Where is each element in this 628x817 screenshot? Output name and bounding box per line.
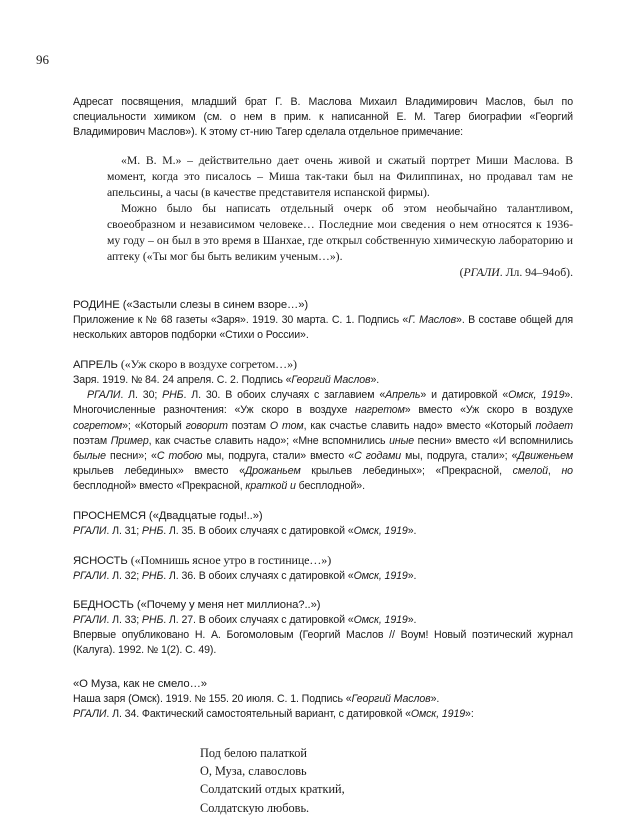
variant-text: » и датировкой « [420, 389, 509, 402]
intro-paragraph: Адресат посвящения, младший брат Г. В. Маслова Михаил Владимирович Маслов, был по специальности химиком (см. о нем в прим. к написанной Е. М. Тагер биографии «Георгий Владимирович Маслов»). К этому ст-нию Тагер сделала отдельное примечание: [73, 96, 573, 139]
italic-variant: Дрожаньем [244, 465, 301, 478]
entry-text-part: . Л. 27. В обоих случаях с датировкой « [163, 614, 354, 627]
variant-text: песни»; « [105, 450, 157, 463]
variant-text: , как счастье славить надо»; «Мне вспомнились [148, 434, 390, 447]
entry-text-part: ». В составе общей для нескольких авторов подборки «Стихи о России». [73, 313, 574, 341]
archive-ref: РГАЛИ [73, 707, 107, 720]
entry-muza [73, 676, 573, 722]
entry-text [73, 313, 573, 343]
entry-text [73, 373, 573, 388]
italic-variant: Движеньем [517, 450, 573, 463]
entry-yasnost [73, 552, 573, 584]
entry-text-part: ». [370, 374, 380, 387]
entry-aprel [73, 356, 573, 495]
quote-source-leaves: . Лл. 94–94об). [499, 265, 573, 279]
entry-title-caps: АПРЕЛЬ [73, 359, 118, 372]
variant-text: бесплодной». [295, 480, 365, 493]
entry-signature: Г. Маслов [408, 313, 457, 326]
entry-title-caps: ЯСНОСТЬ [73, 554, 128, 567]
entry-title [73, 552, 573, 569]
entry-title-caps: РОДИНЕ [73, 298, 120, 311]
entry-text-part: . Л. 36. В обоих случаях с датировкой « [163, 569, 354, 582]
entry-text [73, 569, 573, 584]
variant-text: » вместо «Уж скоро в воздухе [404, 404, 573, 417]
variant-text: бесплодной» вместо «Прекрасной, [73, 480, 246, 493]
page-content [73, 95, 573, 817]
dating: Омск, 1919 [353, 614, 408, 627]
italic-variant: но [561, 465, 573, 478]
variant-text: ». Многочисленные разночтения: «Уж скоро в воздухе [73, 389, 574, 417]
entry-text-part: . Л. 32; [106, 569, 142, 582]
poem-line: О, Муза, славословь [200, 764, 307, 779]
italic-variant: РНБ [162, 389, 184, 402]
entry-text-part: ». [407, 614, 417, 627]
variant-text: крыльев лебединых» вместо « [73, 465, 245, 478]
entry-title [73, 597, 573, 613]
entry-text-part: ». [407, 524, 417, 537]
entry-title [73, 356, 573, 373]
entry-first-line: («Застыли слезы в синем взоре…») [122, 298, 309, 311]
dating: Омск, 1919 [353, 524, 408, 537]
italic-variant: согретом [73, 419, 123, 432]
poem-line: Солдатский отдых краткий, [200, 782, 345, 797]
entry-rodine [73, 297, 573, 343]
italic-variant: РГАЛИ [87, 389, 121, 402]
italic-variant: Омск, 1919 [508, 389, 565, 402]
entry-first-line: («Уж скоро в воздухе согретом…») [120, 357, 297, 372]
entry-title [73, 297, 573, 313]
entry-first-line: («Почему у меня нет миллиона?..») [136, 599, 321, 612]
variant-text: песни» вместо «И вспомнились [414, 434, 573, 447]
entry-text-part: Наша заря (Омск). 1919. № 155. 20 июля. С. 1. Подпись « [73, 692, 352, 705]
entry-publication-note: Впервые опубликовано Н. А. Богомоловым (Георгий Маслов // Воум! Новый поэтический журнал (Калуга). 1992. № 1(2). С. 49). [73, 629, 573, 657]
variant-text: . Л. 30. В обоих случаях с заглавием « [183, 389, 386, 402]
variant-text: поэтам [227, 419, 270, 432]
archive-ref: РГАЛИ [73, 569, 107, 582]
variant-text: мы, подруга, стали»; « [401, 450, 518, 463]
entry-text-part: Заря. 1919. № 84. 24 апреля. С. 2. Подпись « [73, 374, 292, 387]
variant-text: поэтам [73, 434, 111, 447]
entry-title: «О Муза, как не смело…» [73, 677, 207, 690]
archive-ref: РГАЛИ [73, 524, 107, 537]
variant-text: , [547, 465, 562, 478]
entry-first-line: («Двадцатые годы!..») [148, 509, 263, 522]
italic-variant: говорит [185, 419, 228, 432]
italic-variant: О том [269, 419, 304, 432]
variant-text: крыльев лебединых»; «Прекрасной, [300, 465, 513, 478]
italic-variant: смелой [512, 465, 548, 478]
italic-variant: иные [389, 434, 415, 447]
poem-line: Солдатскую любовь. [200, 800, 310, 815]
entry-first-line: («Помнишь ясное утро в гостинице…») [130, 552, 332, 567]
quote-paragraph-2: Можно было бы написать отдельный очерк об этом необычайно талантливом, своеобразном и независимом человеке… Последние мои сведения о нем относятся к 1936-му году – он был в это время в Шанхае, где открыл собственную химическую лабораторию и аптеку («Ты мог бы быть великим ученым…»). [107, 201, 573, 263]
italic-variant: краткой и [245, 480, 296, 493]
entry-variants [73, 388, 573, 494]
variant-text: . Л. 30; [120, 389, 163, 402]
poem-excerpt [200, 744, 573, 817]
entry-title [73, 508, 573, 524]
poem-line: Под белою палаткой [200, 746, 307, 761]
entry-text-part: . Л. 31; [106, 524, 142, 537]
entry-signature: Георгий Маслов [291, 374, 371, 387]
entry-text-part: ». [407, 569, 417, 582]
entry-text-part: ». [430, 692, 440, 705]
archive-ref: РНБ [141, 569, 164, 582]
entry-text-part: . Л. 33; [106, 614, 142, 627]
quote-paragraph-1: «М. В. М.» – действительно дает очень живой и сжатый портрет Миши Маслова. В момент, когда это писалось – Миша так-таки был на Филиппинах, но продавал там не апельсины, а часы (в качестве представителя испанской фирмы). [107, 153, 573, 199]
entry-text [73, 692, 573, 707]
italic-variant: подает [535, 419, 574, 432]
italic-variant: былые [73, 450, 106, 463]
entry-text-part: . Л. 35. В обоих случаях с датировкой « [163, 524, 354, 537]
quoted-note [107, 153, 573, 281]
archive-ref: РГАЛИ [73, 614, 107, 627]
entry-prosnemsya [73, 508, 573, 539]
entry-signature: Георгий Маслов [351, 692, 431, 705]
entry-text [73, 613, 573, 628]
variant-text: , как счастье славить надо» вместо «Который [303, 419, 536, 432]
archive-ref: РНБ [141, 614, 164, 627]
variant-text: »; «Который [122, 419, 186, 432]
dating: Омск, 1919 [410, 707, 466, 720]
entry-bednost [73, 597, 573, 659]
entry-text-part: Приложение к № 68 газеты «Заря». 1919. 30 марта. С. 1. Подпись « [73, 313, 409, 326]
entry-text [73, 707, 573, 722]
page-number: 96 [36, 52, 49, 67]
quote-source-archive: РГАЛИ [463, 265, 500, 279]
italic-variant: Пример [110, 434, 149, 447]
quote-source: (РГАЛИ. Лл. 94–94об). [459, 265, 573, 279]
archive-ref: РНБ [141, 524, 164, 537]
variant-text: мы, подруга, стали» вместо « [202, 450, 355, 463]
entry-title-caps: ПРОСНЕМСЯ [73, 509, 146, 522]
italic-variant: Апрель [385, 389, 421, 402]
entry-text-part: . Л. 34. Фактический самостоятельный вариант, с датировкой « [106, 707, 411, 720]
entry-title-caps: БЕДНОСТЬ [73, 599, 134, 612]
italic-variant: нагретом [355, 404, 405, 417]
italic-variant: С годами [354, 450, 402, 463]
dating: Омск, 1919 [353, 569, 408, 582]
entry-text [73, 524, 573, 539]
italic-variant: С тобою [156, 450, 203, 463]
entry-text-part: »: [465, 707, 474, 720]
